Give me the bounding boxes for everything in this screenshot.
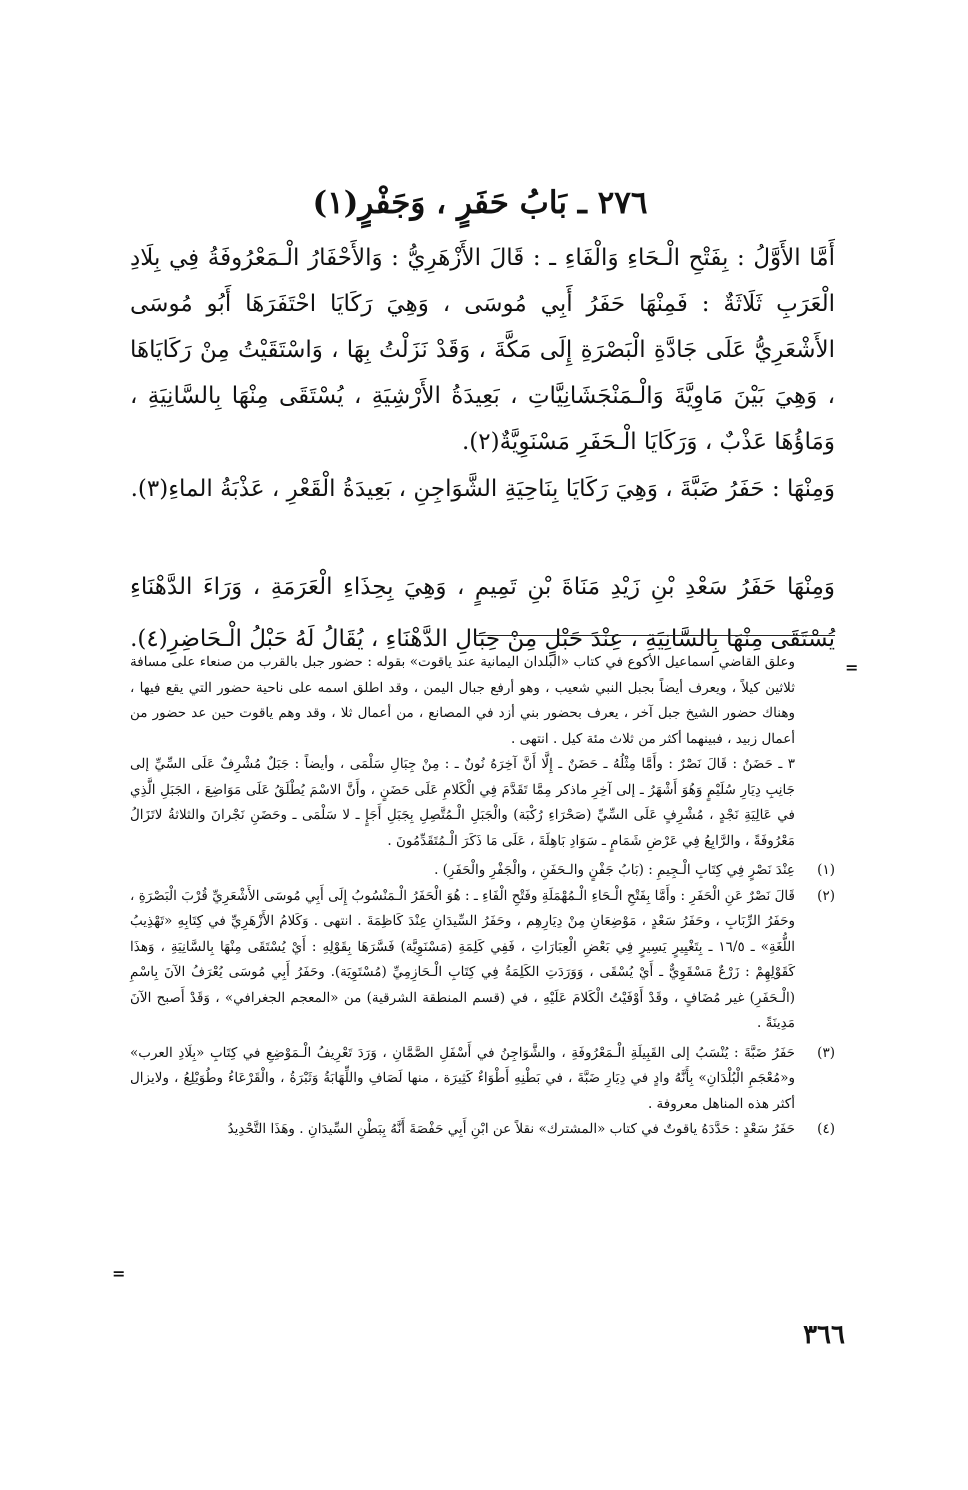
footnote-continuation-text: وعلق القاضي اسماعيل الأكوع في كتاب «البلدان اليمانية عند ياقوت» بقوله : حضور جبل بالقرب من صنعاء على مسافة ثلاثين كيلاً ، ويعرف أيضاً بجبل النبي شعيب ، وهو أرفع جبال اليمن ، وقد اطلق اسمه على ناحية حضور التي يقع فيها ، وهناك حضور الشيخ جبل آخر ، يعرف بحضور بني أزد في المصانع ، من أعمال ثلا ، وقد وهم ياقوت حين عد حضور من أعمال زبيد ، فبينهما أكثر من ثلاث مئة كيل . انتهى . <box>130 654 795 747</box>
footnote-1-number: (١) <box>817 862 835 878</box>
footnote-3-number: (٣) <box>817 1044 835 1061</box>
footnote-2-text: قَالَ نَصْرٌ عَنِ الْحَفَرِ : وأَمَّا بِفَتْحِ الْـحَاءِ الْـمُهْمَلَةِ وفَتْحِ الْفَاءِ ـ : هُوَ الْحَفَرُ الْـمَنْسُوبُ إِلَى أَبِي مُوسَى الأَشْعَرِيِّ قُرْبَ الْبَصْرَةِ ، وحَفَرُ الرِّبَابِ ، وحَفَرُ سَعْدٍ ، مَوْضِعَانِ مِنْ دِيَارِهِم ، وحَفَرُ السِّيدَانِ عِنْدَ كَاظِمَةَ . انتهى . وَكَلامُ الأَزْهَرِيِّ في كِتَابِهِ «تَهْذِيبُ اللُّغَةِ» ـ ١٦/٥ ـ بِتَغْيِيرٍ يَسِيرٍ فِي بَعْضِ الْعِبَارَاتِ ، فَفِي كَلِمَةِ (مَسْنَوِيَّة) فَسَّرَهَا بِقَوْلِهِ : أَيْ يُسْتَقَى مِنْهَا بِالسَّانِيَةِ ، وَهذَا كَقَوْلِهِمْ : زَرْعٌ مَسْقَوِيٌّ ـ أَيْ يُسْقَى ، وَوَرَدَتِ الكَلِمَةُ فِي كِتَابِ الْـحَازِمِيِّ (مُسْتَوِيَة). وحَفَرُ أَبِي مُوسَى يُعْرَفُ الآنَ بِاسْمِ (الْـحَفَرِ) غير مُضَافٍ ، وقَدْ أَوْفَيْتُ الْكَلامَ عَلَيْهِ ، في (قسم المنطقة الشرقية) من «المعجم الجغرافي» ، وَقَدْ أَصبح الآنَ مَدِينَةً . <box>130 887 795 1031</box>
body-paragraph-3: وَمِنْهَا حَفَرُ سَعْدِ بْنِ زَيْدِ مَنَاةَ بْنِ تَمِيمٍ ، وَهِيَ بِحِذَاءِ الْعَرَمَةِ ، وَرَاءَ الدَّهْنَاءِ يُسْتَقَى مِنْهَا بِالسَّانِيَةِ ، عِنْدَ حَبْلٍ مِنْ حِبَالِ الدَّهْنَاءِ ، يُقَالُ لَهُ حَبْلُ الْـحَاضِرِ(٤). <box>130 574 835 652</box>
footnote-continuation-3-text: ٣ ـ حَضَنٌ : قَالَ نَصْرٌ : وأَمَّا مِثْلُهُ ـ حَضَنٌ ـ إِلَّا أَنَّ آخِرَهُ نُونٌ ـ : مِنْ جِبَالِ سَلْمَى ، وأيضاً : جَبَلٌ مُشْرِفٌ عَلَى السِّيِّ إلى جَانِبِ دِيَارِ سُلَيْمٍ وَهُوَ أَشْهَرُ ـ إلى آخِرِ ماذكر مِمَّا تَقَدَّمَ فِي الْكَلامِ عَلَى حَضَنٍ ، وأَنَّ الاسْمَ يُطْلَقُ عَلَى مَوَاضِعَ ، الجَبَلِ الَّذِي في عَالِيَةِ نَجْدٍ ، مُشْرِفٍ عَلَى السِّيِّ (صَحْرَاءِ رُكْبَة) والْجَبَلِ الْـمُتَّصِلِ بِجَبَلِ أَجَإٍ ـ لا سَلْمَى ـ وحَضَنِ نَجْرانَ والثلاثةُ لاتَزَالُ مَعْرُوفَةً ، والرَّابِعُ فِي عَرْضِ شَمَامٍ ـ سَوَادِ بَاهِلَةَ ، عَلَى مَا ذَكَرَ الْـمُتَقَدِّمُونَ . <box>130 756 795 849</box>
body-paragraph-2: وَمِنْهَا : حَفَرُ ضَبَّةَ ، وَهِيَ رَكَايَا بِنَاحِيَةِ الشَّوَاجِنِ ، بَعِيدَةُ الْقَعْرِ ، عَذْبَةُ الماءِ(٣). <box>130 476 835 502</box>
footnote-continuation <box>130 650 835 752</box>
continuation-mark-top: = <box>845 658 859 677</box>
footnote-separator <box>475 635 835 636</box>
continuation-mark-bottom: = <box>112 1264 126 1283</box>
footnote-continuation-3 <box>130 752 835 854</box>
footnote-2-number: (٢) <box>817 887 835 904</box>
footnote-4-text: حَفَرُ سَعْدٍ : حَدَّدَهُ ياقوتٌ في كتاب «المشترك» نقلاً عن ابْنِ أَبِي حَفْصَةَ أَنَّهُ بِبَطْنِ السِّيدَانِ . وهَذَا التَّحْدِيدُ <box>227 1121 795 1137</box>
page-number: ٣٦٦ <box>803 1320 845 1350</box>
footnote-3 <box>130 1041 835 1118</box>
footnote-2 <box>130 884 835 1037</box>
footnotes <box>130 650 835 1143</box>
footnote-4 <box>130 1117 835 1143</box>
footnote-4-number: (٤) <box>817 1121 835 1137</box>
body-paragraph-1: أَمَّا الأَوَّلُ : بِفَتْحِ الْـحَاءِ وَالْفَاءِ ـ : قَالَ الأَزْهَرِيُّ : وَالأَحْفَارُ الْـمَعْرُوفَةُ فِي بِلَادِ الْعَرَبِ ثَلَاثَةٌ : فَمِنْهَا حَفَرُ أَبِي مُوسَى ، وَهِيَ رَكَايَا احْتَفَرَهَا أَبُو مُوسَى الأَشْعَرِيُّ عَلَى جَادَّةِ الْبَصْرَةِ إِلَى مَكَّةَ ، وَقَدْ نَزَلْتُ بِهَا ، وَاسْتَقَيْتُ مِنْ رَكَايَاهَا ، وَهِيَ بَيْنَ مَاوِيَّةَ وَالْـمَنْجَشَانِيَّاتِ ، بَعِيدَةُ الأَرْشِيَةِ ، يُسْتَقَى مِنْهَا بِالسَّانِيَةِ ، وَمَاؤُهَا عَذْبٌ ، وَرَكَايَا الْـحَفَرِ مَسْنَوِيَّةٌ(٢). <box>130 245 835 455</box>
chapter-title: ٢٧٦ ـ بَابُ حَفَرٍ ، وَجَفْرٍ(١) <box>312 184 648 221</box>
footnote-3-text: حَفَرُ ضَبَّةَ : يُنْسَبُ إلى القَبِيلَةِ الْـمَعْرُوفَةِ ، والشَّوَاجِنُ في أَسْفَلِ الصَّمَّانِ ، وَرَدَ تَعْرِيفُ الْـمَوْضِعِ في كِتَابِ «بِلَادِ العرب» و«مُعْجَمِ الْبُلْدَانِ» بِأَنَّهُ وادٍ في دِيَارِ ضَبَّةَ ، في بَطْنِهِ أَطْوَاءٌ كَثِيرَة ، منها لَصَافِ واللِّهَابَةُ وَثَبْرَةُ ، والْقَرْعَاءُ وطُوَيْلِعُ ، ولايزال أكثر هذه المناهل معروفة . <box>130 1044 795 1112</box>
footnote-1-text: عِنْدَ نَصْرٍ فِي كِتَابِ الْـجِيمِ : (بَابُ جَفْنٍ والـحَفَنِ ، والْجَفْرِ والْحَفَرِ) . <box>434 862 795 878</box>
footnote-1 <box>130 858 835 884</box>
